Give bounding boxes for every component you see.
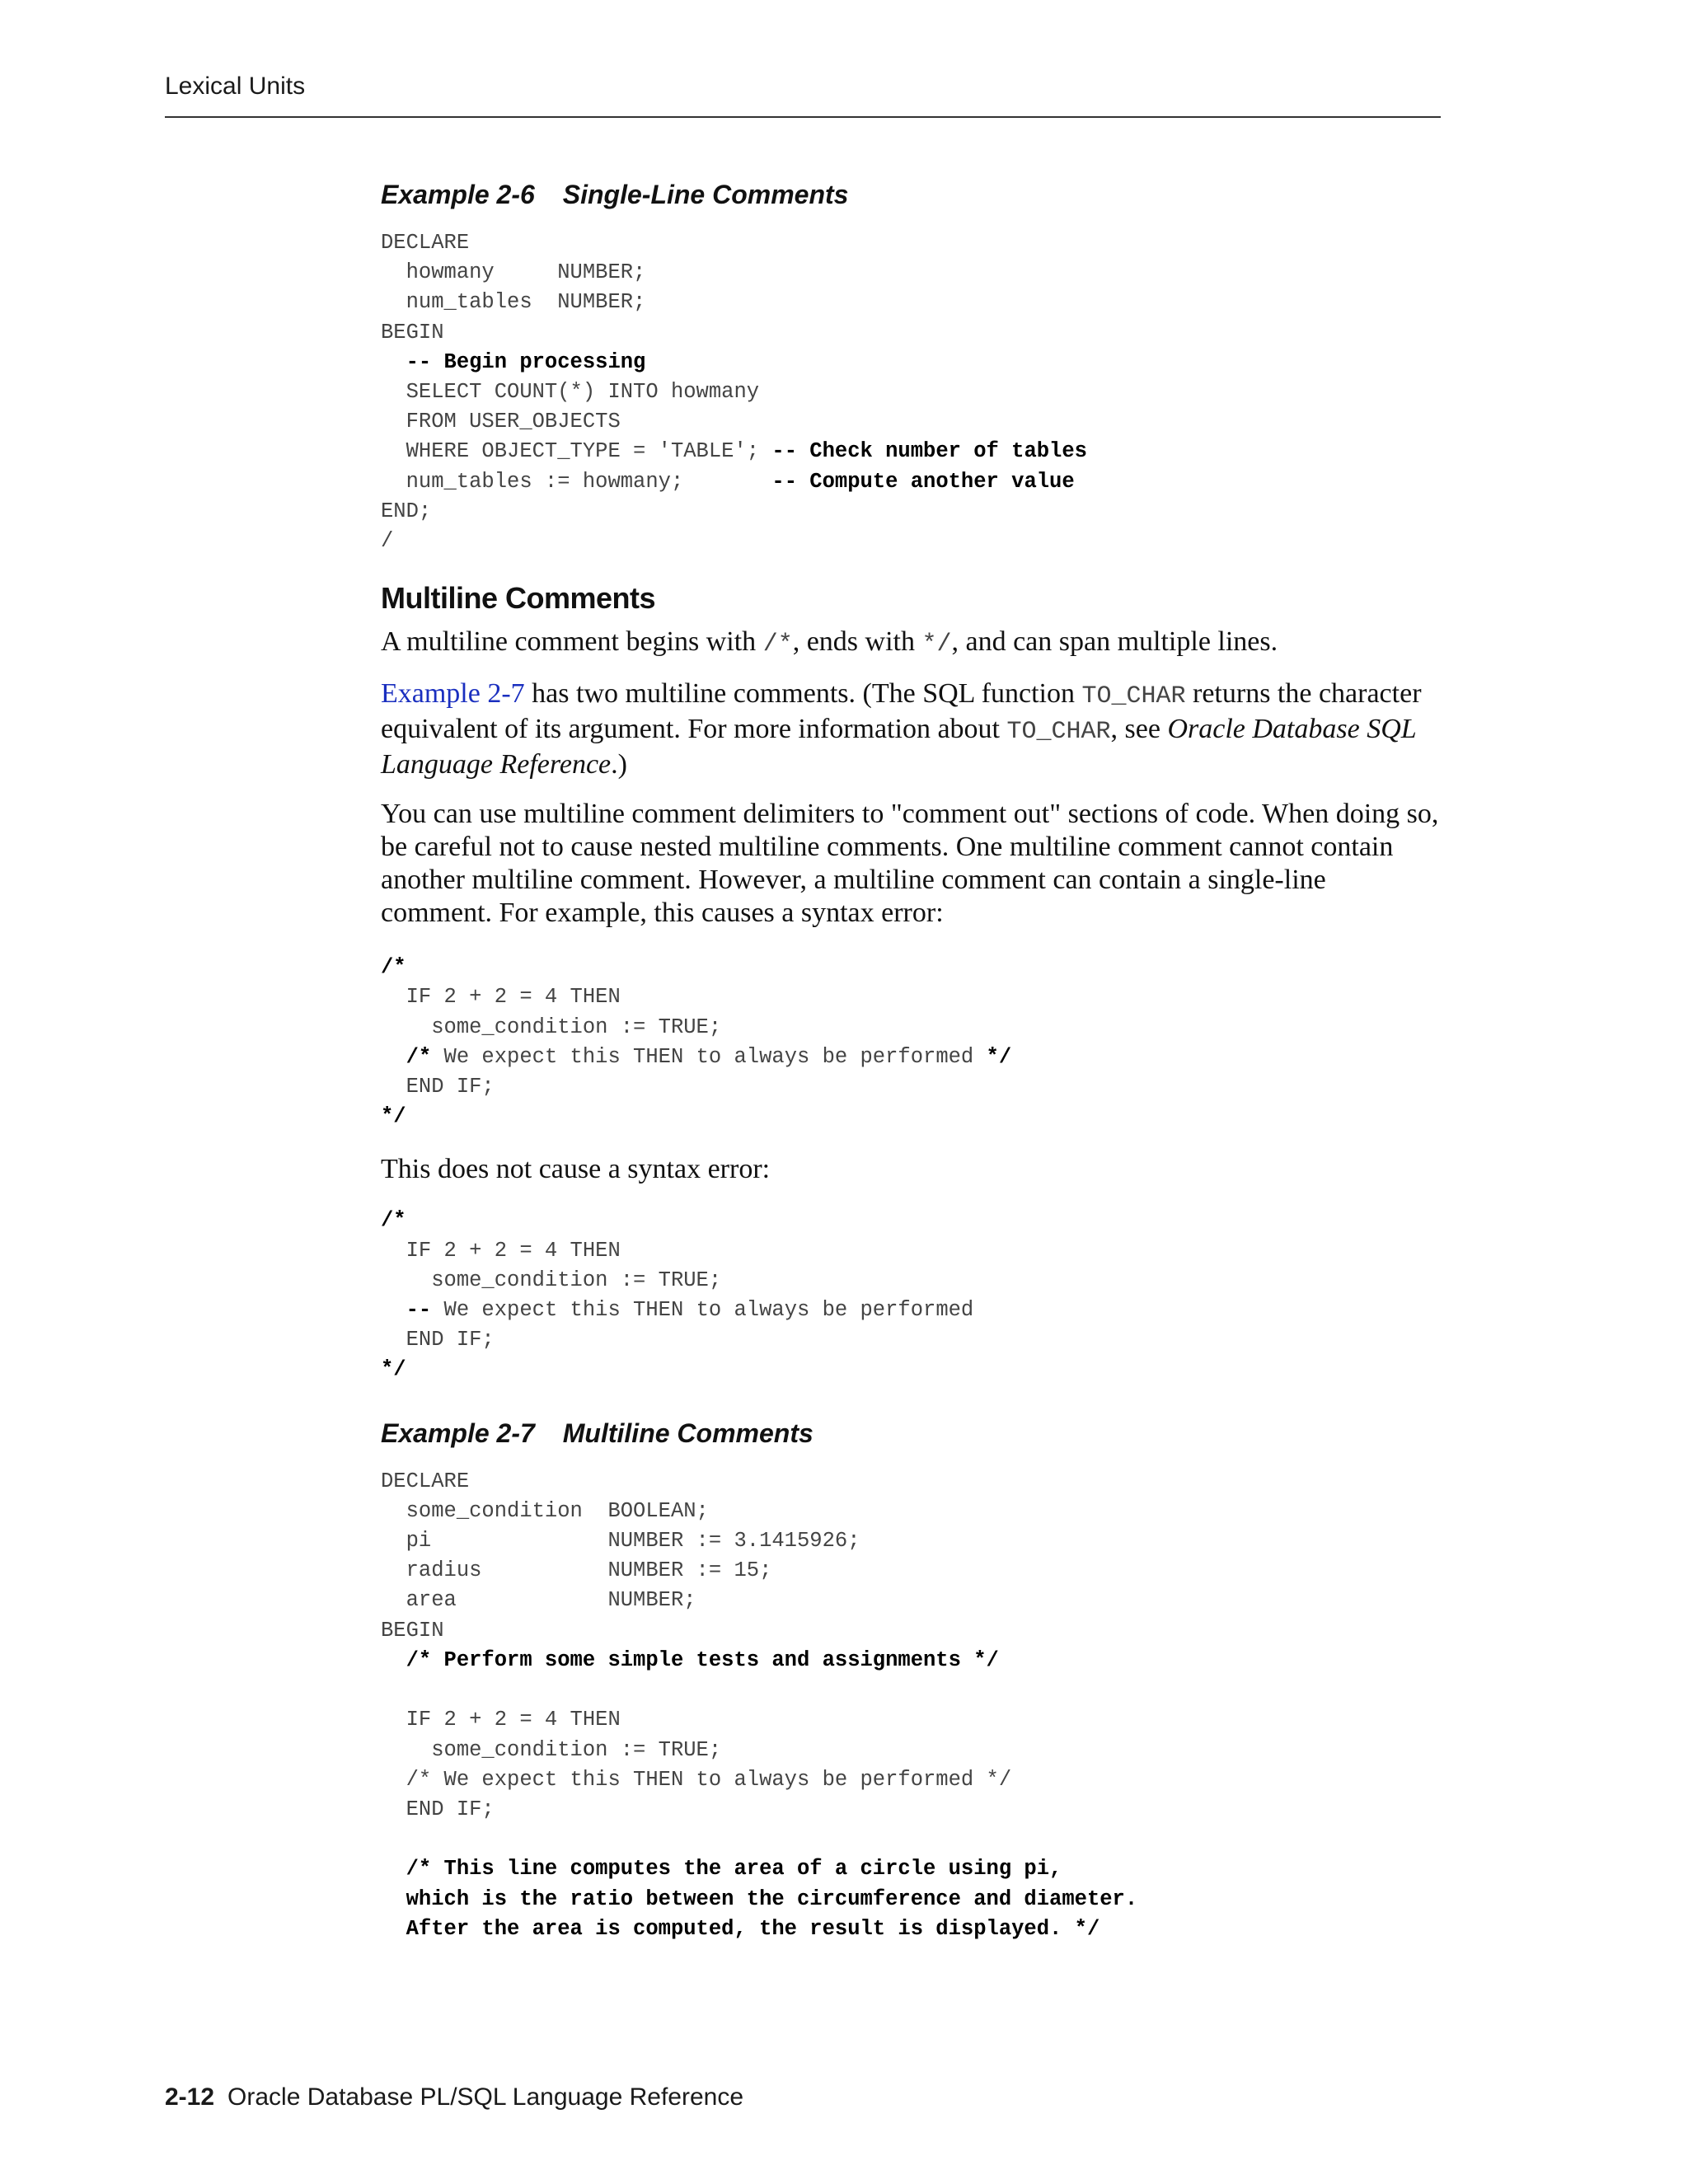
code-text: some_condition := TRUE; xyxy=(381,1737,722,1762)
code-line xyxy=(381,410,621,434)
code-line xyxy=(381,499,431,523)
code-comment: /* xyxy=(381,955,406,980)
running-header: Lexical Units xyxy=(165,73,306,100)
inline-code: TO_CHAR xyxy=(1006,718,1111,747)
example-label: Example 2-7 xyxy=(381,1418,535,1448)
paragraph-no-error: This does not cause a syntax error: xyxy=(381,1154,771,1185)
code-text: area NUMBER; xyxy=(381,1588,696,1613)
code-comment: /* This line computes the area of a circle using pi, xyxy=(381,1857,1062,1882)
code-text: FROM USER_OBJECTS xyxy=(381,410,621,434)
code-line xyxy=(381,1558,771,1582)
code-comment: which is the ratio between the circumference and diameter. xyxy=(381,1886,1138,1911)
inline-code: */ xyxy=(921,630,952,659)
code-text: WHERE OBJECT_TYPE = 'TABLE'; xyxy=(381,439,772,464)
code-text xyxy=(381,1045,406,1069)
code-line xyxy=(381,1887,1137,1911)
page-content xyxy=(381,180,1444,1944)
code-comment: -- Begin processing xyxy=(381,349,646,374)
code-text: num_tables := howmany; xyxy=(381,469,772,494)
code-line xyxy=(381,1678,393,1702)
paragraph-comment-out: You can use multiline comment delimiters to "comment out" sections of code. When doing so, be careful not to cause nested multiline comments. One multiline comment cannot contain another multiline comment. However, a multiline comment can contain a single-line comment. For example, this causes a syntax error: xyxy=(381,799,1439,929)
code-example-2-7 xyxy=(381,1467,1444,1944)
code-text: BEGIN xyxy=(381,320,444,344)
code-comment: -- Compute another value xyxy=(771,469,1075,494)
code-line xyxy=(381,380,759,404)
text: .) xyxy=(611,749,627,780)
book-title: Oracle Database PL/SQL Language Reference xyxy=(227,2083,744,2111)
code-line xyxy=(381,1738,721,1762)
code-line xyxy=(381,260,645,284)
example-2-7-title xyxy=(381,1418,1444,1449)
code-text: DECLARE xyxy=(381,231,470,255)
code-comment: After the area is computed, the result is displayed. */ xyxy=(381,1916,1100,1941)
code-syntax-error xyxy=(381,953,1444,1132)
code-line xyxy=(381,985,621,1009)
paragraph-multiline-intro xyxy=(381,626,1444,661)
code-line xyxy=(381,1768,1011,1792)
code-text xyxy=(381,1678,393,1702)
code-text: IF 2 + 2 = 4 THEN xyxy=(381,1708,621,1732)
code-line xyxy=(381,1208,406,1232)
code-text: IF 2 + 2 = 4 THEN xyxy=(381,1238,621,1263)
code-text: pi NUMBER := 3.1415926; xyxy=(381,1529,860,1554)
code-line xyxy=(381,1469,469,1493)
code-text: some_condition := TRUE; xyxy=(381,1015,722,1039)
example-2-6-title xyxy=(381,180,1444,210)
code-line xyxy=(381,1357,406,1381)
code-comment: */ xyxy=(986,1044,1012,1069)
inline-code: TO_CHAR xyxy=(1081,682,1186,711)
code-line xyxy=(381,1045,1011,1069)
code-text: END IF; xyxy=(381,1797,495,1821)
code-line xyxy=(381,321,444,344)
code-text: some_condition := TRUE; xyxy=(381,1268,722,1292)
code-comment: /* xyxy=(381,1208,406,1233)
code-line xyxy=(381,1328,495,1352)
code-line xyxy=(381,1499,709,1523)
code-line xyxy=(381,1015,721,1039)
code-text: SELECT COUNT(*) INTO howmany xyxy=(381,380,760,405)
section-heading: Multiline Comments xyxy=(381,581,656,616)
code-line xyxy=(381,1075,495,1099)
code-text xyxy=(381,1827,393,1851)
code-comment: /* xyxy=(406,1044,432,1069)
example-caption: Multiline Comments xyxy=(562,1418,814,1448)
code-line xyxy=(381,1619,444,1643)
code-comment: -- Check number of tables xyxy=(771,439,1087,464)
code-comment: */ xyxy=(381,1357,406,1382)
code-line xyxy=(381,1529,860,1553)
book-reference: Oracle Database SQL Language Reference xyxy=(381,714,1417,780)
code-text: / xyxy=(381,529,394,554)
code-text: We expect this THEN to always be performed xyxy=(431,1044,987,1069)
text: returns the character equivalent of its argument. For more information about xyxy=(381,678,1422,745)
code-text xyxy=(381,1298,406,1322)
code-text: We expect this THEN to always be performed xyxy=(431,1298,974,1323)
inline-code: /* xyxy=(762,630,793,659)
code-line xyxy=(381,231,469,255)
code-text: END IF; xyxy=(381,1328,495,1352)
code-text: IF 2 + 2 = 4 THEN xyxy=(381,985,621,1010)
code-comment: */ xyxy=(381,1104,406,1129)
page-number: 2-12 xyxy=(165,2083,215,2111)
code-line xyxy=(381,1588,696,1612)
code-line xyxy=(381,470,1075,494)
code-line xyxy=(381,1708,621,1732)
code-no-syntax-error xyxy=(381,1206,1444,1385)
code-text: END IF; xyxy=(381,1075,495,1099)
code-line xyxy=(381,1104,406,1128)
code-text: END; xyxy=(381,499,432,523)
code-line xyxy=(381,1857,1062,1881)
code-line xyxy=(381,350,645,374)
code-text: howmany NUMBER; xyxy=(381,260,646,285)
code-text: some_condition BOOLEAN; xyxy=(381,1498,709,1523)
code-line xyxy=(381,290,645,314)
code-text: /* We expect this THEN to always be performed */ xyxy=(381,1767,1012,1792)
code-text: radius NUMBER := 15; xyxy=(381,1558,772,1583)
text: , and can span multiple lines. xyxy=(951,626,1278,658)
example-caption: Single-Line Comments xyxy=(562,180,849,209)
paragraph-example-reference xyxy=(381,677,1444,781)
header-rule xyxy=(165,116,1441,118)
code-comment: /* Perform some simple tests and assignments */ xyxy=(381,1647,999,1672)
code-line xyxy=(381,1648,999,1672)
page-footer xyxy=(165,2083,743,2111)
code-line xyxy=(381,955,406,979)
text: A multiline comment begins with xyxy=(381,626,763,658)
example-label: Example 2-6 xyxy=(381,180,535,209)
text: has two multiline comments. (The SQL function xyxy=(524,678,1082,710)
code-text: BEGIN xyxy=(381,1618,444,1643)
code-text: num_tables NUMBER; xyxy=(381,290,646,315)
code-line xyxy=(381,439,1087,463)
code-line xyxy=(381,1917,1100,1941)
code-line xyxy=(381,529,393,553)
code-line xyxy=(381,1298,973,1322)
code-line xyxy=(381,1827,393,1851)
text: , see xyxy=(1110,714,1168,745)
code-line xyxy=(381,1268,721,1292)
code-line xyxy=(381,1239,621,1263)
code-example-2-6 xyxy=(381,228,1444,556)
code-line xyxy=(381,1797,495,1821)
example-2-7-link[interactable]: Example 2-7 xyxy=(381,678,525,710)
code-text: DECLARE xyxy=(381,1469,470,1493)
code-comment: -- xyxy=(406,1298,432,1323)
text: , ends with xyxy=(792,626,922,658)
